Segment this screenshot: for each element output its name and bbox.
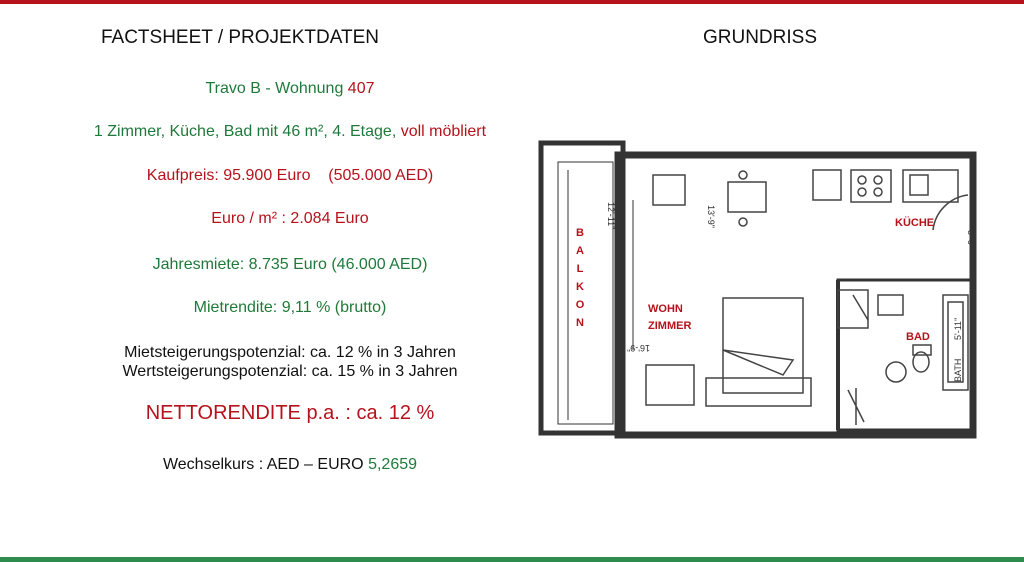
value-increase-potential: Wertsteigerungspotenzial: ca. 15 % in 3 Jahren [122, 363, 458, 380]
unit-line [40, 79, 540, 98]
living-room-label-line2: ZIMMER [648, 320, 692, 332]
living-room-label-line1: WOHN [648, 303, 683, 315]
exchange-prefix: Wechselkurs : AED – EURO [162, 456, 369, 473]
exchange-rate-value: 5,2659 [368, 456, 418, 473]
factsheet-heading: FACTSHEET / PROJEKTDATEN [100, 27, 379, 48]
rental-yield: Mietrendite: 9,11 % (brutto) [193, 299, 387, 316]
balcony-letter-b: B [576, 227, 584, 239]
dim-living-length: 16'-9" [627, 343, 650, 353]
dim-balcony: 12'-11" [606, 202, 616, 230]
bathroom-label: BAD [906, 331, 930, 343]
balcony-letter-a: A [576, 245, 584, 257]
balcony-letter-k: K [576, 281, 584, 293]
balcony-letter-n: N [576, 317, 584, 329]
dim-bath: 5'-11" [953, 317, 963, 340]
walls [541, 143, 973, 435]
living-furniture [646, 290, 968, 425]
furnished-label: voll möbliert [400, 123, 487, 140]
balcony-letter-l: L [576, 263, 584, 275]
top-accent-bar [0, 0, 1024, 4]
kitchen-label: KÜCHE [895, 217, 935, 229]
unit-number: 407 [347, 80, 375, 97]
bottom-accent-bar [0, 557, 1024, 562]
dim-kitchen: 8'-6" [966, 230, 976, 248]
annual-rent: Jahresmiete: 8.735 Euro (46.000 AED) [152, 256, 428, 273]
unit-prefix: Travo B - Wohnung [205, 80, 348, 97]
balcony-letter-o: O [575, 299, 585, 311]
floorplan-heading: GRUNDRISS [702, 27, 817, 48]
bath-tub-label: BATH [953, 358, 963, 382]
rooms-description: 1 Zimmer, Küche, Bad mit 46 m², 4. Etage, [93, 123, 401, 140]
floor-plan-drawing [538, 140, 983, 440]
price-per-sqm: Euro / m² : 2.084 Euro [211, 210, 369, 227]
net-yield: NETTORENDITE p.a. : ca. 12 % [145, 402, 435, 424]
dim-living-width: 13'-9" [706, 205, 716, 228]
exchange-rate-line [40, 455, 540, 474]
purchase-price: Kaufpreis: 95.900 Euro (505.000 AED) [146, 167, 434, 184]
rooms-line [40, 122, 540, 141]
rent-increase-potential: Mietsteigerungspotenzial: ca. 12 % in 3 Jahren [124, 344, 456, 361]
balcony-label [576, 227, 585, 329]
